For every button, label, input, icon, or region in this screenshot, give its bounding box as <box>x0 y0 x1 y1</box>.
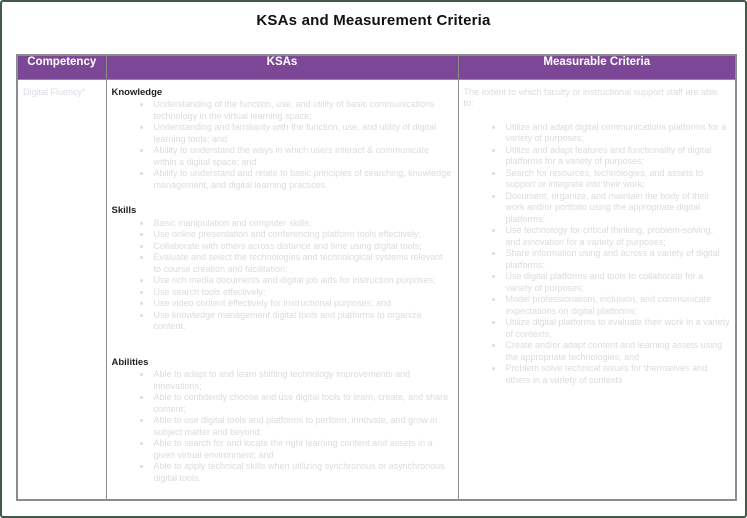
table-header-row <box>17 55 736 79</box>
competency-label: Digital Fluency* <box>23 86 86 97</box>
criteria-bullet-list <box>464 122 731 387</box>
bullet-item: • Model professionalism, inclusion, and communicate expectations on digital platforms; <box>504 294 731 317</box>
bullet-item: • Search for resources, technologies, and assets to support or integrate into their work; <box>504 168 731 191</box>
column-header-competency: Competency <box>17 55 106 79</box>
ksa-section-skills <box>112 205 453 333</box>
skills-bullet-list <box>112 218 453 333</box>
bullet-item: • Basic manipulation and computer skills; <box>152 218 453 230</box>
bullet-item: • Use search tools effectively; <box>152 287 453 299</box>
bullet-item: • Evaluate and select the technologies and technological systems relevant to course creation and facilitation; <box>152 252 453 275</box>
bullet-item: • Understanding of the function, use, and utility of basic communications technology in the virtual learning space; <box>152 99 453 122</box>
bullet-item: • Understanding and familiarity with the function, use, and utility of digital learning tools; and <box>152 122 453 145</box>
bullet-item: • Use video content effectively for instructional purposes; and <box>152 298 453 310</box>
measurable-criteria-cell <box>458 79 736 500</box>
bullet-item: • Able to apply technical skills when utilizing synchronous or asynchronous digital tools. <box>152 461 453 484</box>
bullet-item: • Able to confidently choose and use digital tools to learn, create, and share content; <box>152 392 453 415</box>
bullet-item: • Document, organize, and maintain the body of their work and/or portfolio using the appropriate digital platforms; <box>504 191 731 226</box>
abilities-bullet-list <box>112 369 453 484</box>
ksa-table <box>16 54 737 501</box>
page-title: KSAs and Measurement Criteria <box>256 12 491 29</box>
bullet-item: • Use digital platforms and tools to collaborate for a variety of purposes; <box>504 271 731 294</box>
bullet-item: • Use knowledge management digital tools and platforms to organize content. <box>152 310 453 333</box>
competency-cell <box>17 79 106 500</box>
knowledge-bullet-list <box>112 99 453 191</box>
section-heading-knowledge: Knowledge <box>111 86 163 98</box>
bullet-item: • Use technology for critical thinking, problem-solving, and innovation for a variety of purposes; <box>504 225 731 248</box>
bullet-item: • Ability to understand and relate to basic principles of searching, knowledge management, and digital learning practices. <box>152 168 453 191</box>
bullet-item: • Able to adapt to and learn shifting technology improvements and innovations; <box>152 369 453 392</box>
bullet-item: • Use online presentation and conferencing platform tools effectively; <box>152 229 453 241</box>
bullet-item: • Use rich media documents and digital job aids for instruction purposes; <box>152 275 453 287</box>
column-header-measurable-criteria: Measurable Criteria <box>458 55 736 79</box>
bullet-item: • Problem solve technical issues for themselves and others in a variety of contexts <box>504 363 731 386</box>
ksa-section-knowledge <box>112 87 453 192</box>
section-heading-abilities: Abilities <box>111 356 149 368</box>
bullet-item: • Utilize digital platforms to evaluate their work in a variety of contexts; <box>504 317 731 340</box>
bullet-item: • Able to use digital tools and platforms to perform, innovate, and grow in subject matter and beyond; <box>152 415 453 438</box>
bullet-item: • Able to search for and locate the right learning content and assets in a given virtual environment; and <box>152 438 453 461</box>
bullet-item: • Utilize and adapt digital communications platforms for a variety of purposes; <box>504 122 731 145</box>
bullet-item: • Collaborate with others across distance and time using digital tools; <box>152 241 453 253</box>
bullet-item: • Ability to understand the ways in which users interact & communicate within a digital space; and <box>152 145 453 168</box>
bullet-item: • Share information using and across a variety of digital platforms; <box>504 248 731 271</box>
section-heading-skills: Skills <box>111 205 137 216</box>
criteria-intro-text: The extent to which faculty or instructional support staff are able to: <box>463 86 718 108</box>
bullet-item: • Utilize and adapt features and functionality of digital platforms for a variety of purposes; <box>504 145 731 168</box>
ksa-section-abilities <box>112 357 453 485</box>
bullet-item: • Create and/or adapt content and learning assets using the appropriate technologies; and <box>504 340 731 363</box>
ksas-cell <box>106 79 458 500</box>
column-header-ksas: KSAs <box>106 55 458 79</box>
table-row <box>17 79 736 500</box>
